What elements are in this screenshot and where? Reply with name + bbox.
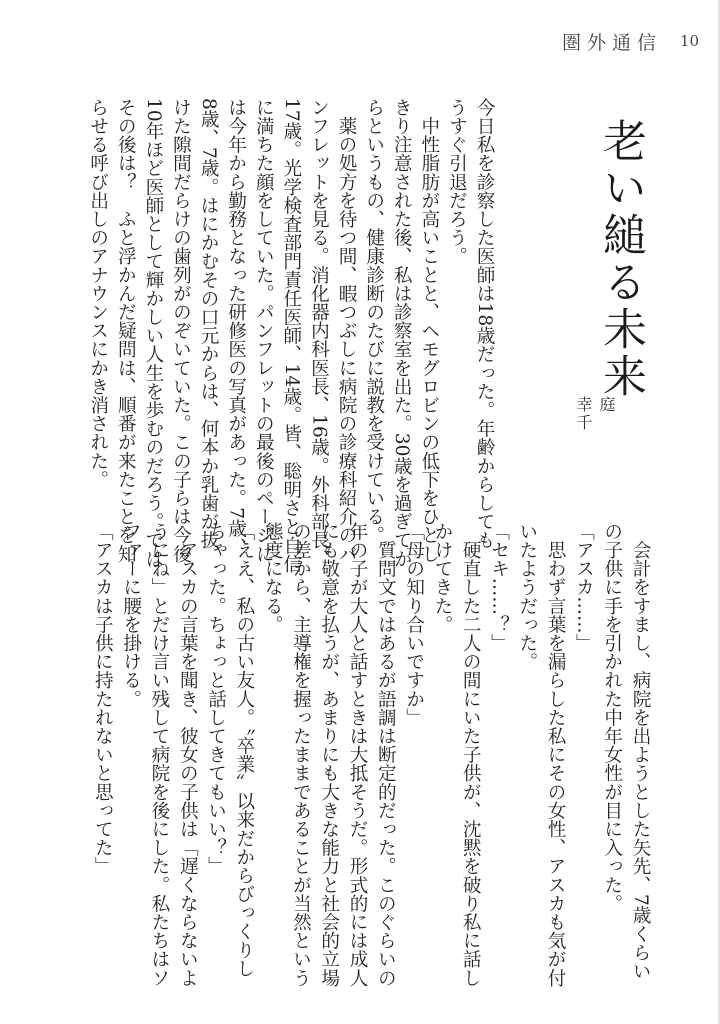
text-line: 会計をすまし、病院を出ようとした矢先、7歳くらい	[630, 522, 651, 981]
text-line: 硬直した二人の間にいた子供が、沈黙を破り私に話し	[460, 522, 482, 987]
text-line: 「ええ、私の古い友人。〝卒業〟以来だからびっくりし	[233, 522, 255, 978]
text-line: かけてきた。	[431, 522, 453, 634]
text-line: 今日私を診察した医師は18歳だった。年齢からしても	[474, 98, 495, 550]
text-line: 中性脂肪が高いことと、ヘモグロビンの低下をひとし	[418, 98, 440, 563]
text-line: けた隙間だらけの歯列がのぞいていた。この子らは今後	[170, 98, 192, 563]
author-family-name: 庭	[597, 396, 616, 414]
author-given-name: 幸千	[574, 396, 593, 432]
text-line: 「母の知り合いですか」	[403, 522, 425, 727]
text-line: 「アスカ……」	[573, 522, 595, 653]
text-line: 17歳。光学検査部門責任医師、14歳。皆、聡明さと自信	[280, 98, 302, 574]
page-number: 10	[680, 32, 700, 50]
author-name	[572, 396, 618, 432]
text-line: ンフレットを見る。消化器内科医長、16歳。外科部長、	[308, 98, 330, 569]
text-line: 「セキ……？」	[488, 522, 510, 653]
text-line: 薬の処方を待つ間、暇つぶしに病院の診療科紹介のパ	[336, 98, 358, 563]
text-line: 年の子が大人と話すときは大抵そうだ。形式的には成人	[347, 522, 369, 987]
text-line: 「アスカは子供に持たれないと思ってた」	[92, 522, 114, 876]
text-line: 10年ほど医師として輝かしい人生を歩むのだろう。では	[142, 98, 164, 569]
body-text-upper	[84, 98, 498, 573]
text-line: 思わず言葉を漏らした私にその女性、アスカも気が付	[545, 522, 567, 987]
text-line: アスカの言葉を聞き、彼女の子供は「遅くならないよ	[177, 522, 199, 987]
text-line: らというもの、健康診断のたびに説教を受けている。	[363, 98, 385, 545]
text-line: の差から、主導権を握ったままであることが当然という	[290, 522, 312, 987]
text-line: 8歳、7歳。はにかむその口元からは、何本か乳歯が抜	[198, 98, 220, 550]
text-line: ファーに腰を掛ける。	[120, 522, 142, 708]
text-line: ちゃった。ちょっと話してきてもいい？」	[205, 522, 227, 876]
text-line: にも敬意を払うが、あまりにも大きな能力と社会的立場	[318, 522, 340, 987]
text-line: うすぐ引退だろう。	[446, 98, 468, 266]
text-line: の子供に手を引かれた中年女性が目に入った。	[601, 522, 623, 913]
text-line: は今年から勤務となった研修医の写真があった。7歳、	[225, 98, 247, 557]
text-line: その後は？ ふと浮かんだ疑問は、順番が来たことを知	[115, 98, 137, 563]
body-text-lower	[88, 522, 654, 987]
text-line: いたようだった。	[516, 522, 538, 671]
text-line: らせる呼び出しのアナウンスにかき消された。	[87, 98, 109, 489]
text-line: 質問文ではあるが語調は断定的だった。このぐらいの	[375, 522, 397, 987]
story-title: 老い縋る未来	[595, 118, 646, 400]
text-line: 態度になる。	[262, 522, 284, 634]
magazine-name: 圏外通信	[562, 32, 663, 54]
text-line: きり注意された後、私は診察室を出た。30歳を過ぎてか	[391, 98, 413, 569]
text-line: に満ちた顔をしていた。パンフレットの最後のページに	[253, 98, 275, 563]
text-line: うにね」とだけ言い残して病院を後にした。私たちはソ	[148, 522, 170, 987]
